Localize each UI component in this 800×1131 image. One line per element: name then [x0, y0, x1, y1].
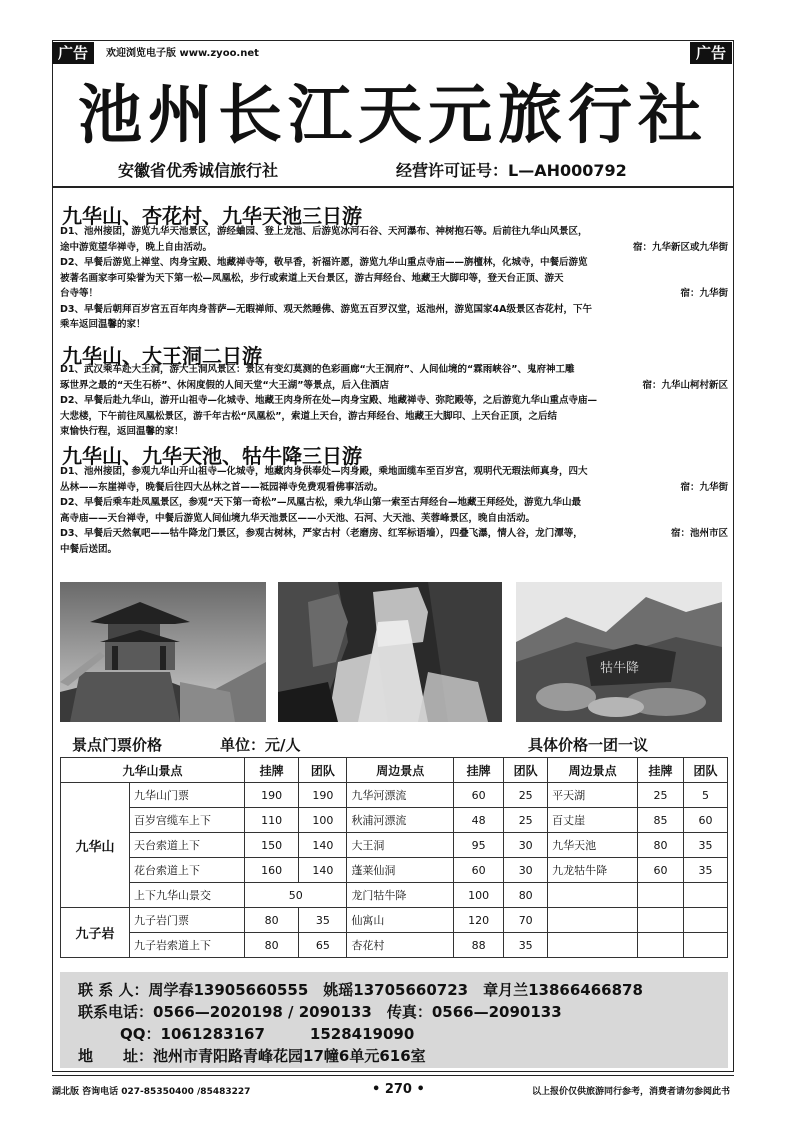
group-label: 九子岩 — [61, 908, 130, 958]
table-cell: 上下九华山景交 — [130, 883, 245, 908]
contact-phones: 联系电话：0566—2020198 / 2090133 传真：0566—2090133 — [78, 1003, 562, 1021]
table-cell: 95 — [454, 833, 504, 858]
table-cell: 110 — [245, 808, 299, 833]
table-cell: 百丈崖 — [548, 808, 638, 833]
divider — [52, 186, 734, 188]
contact-persons: 联 系 人：周学春13905660555 姚瑶13705660723 章月兰13866466878 — [78, 981, 643, 999]
table-cell: 百岁宫缆车上下 — [130, 808, 245, 833]
table-cell: 九华山门票 — [130, 783, 245, 808]
table-cell: 48 — [454, 808, 504, 833]
ad-tag-right: 广告 — [690, 42, 732, 64]
table-cell — [638, 908, 684, 933]
itinerary-line: D2、早餐后游览上禅堂、肉身宝殿、地藏禅寺等，敬早香，祈福许愿，游览九华山重点寺庙——旃檀林，化城寺，中餐后游览 — [60, 257, 588, 268]
table-cell: 35 — [684, 833, 728, 858]
itinerary-line: 途中游览望华禅寺，晚上自由活动。 宿：九华新区或九华街 — [60, 241, 728, 253]
itinerary-line: D2、早餐后乘车赴凤凰景区，参观“天下第一奇松”—凤凰古松，乘九华山第一索至古拜经台—地藏王拜经处，游览九华山最 — [60, 497, 581, 508]
itinerary-line: 中餐后送团。 — [60, 543, 118, 555]
table-cell: 35 — [299, 908, 347, 933]
table-cell: 九子岩索道上下 — [130, 933, 245, 958]
table-cell: 70 — [504, 908, 548, 933]
itinerary-line: D1、池州接团，游览九华天池景区，游经蛐园、登上龙池、后游览冰河石谷、天河瀑布、神树抱石等。后前往九华山风景区， — [60, 226, 588, 237]
column-header: 周边景点 — [548, 758, 638, 783]
table-cell: 80 — [245, 908, 299, 933]
table-row — [61, 883, 728, 908]
table-cell: 九子岩门票 — [130, 908, 245, 933]
route-3-itinerary: D1、池州接团，参观九华山开山祖寺—化城寺，地藏肉身供奉处—肉身殿，乘地面缆车至百岁宫，观明代无瑕法师真身，四大 丛林——东崖禅寺，晚餐后往四大丛林之首——祗园禅寺免费观看佛事活动。 宿：九华街 D2、早餐后乘车赴凤凰景区，参观“天下第一奇松”—凤凰古松，乘九华山第一索至古拜经台—地藏王拜经处，游览九华山最 高寺庙——天台禅寺，中餐后游览人间仙境九华天池景区——小天池、石河、大天池、芙蓉峰景区，晚自由活动。 宿：池州市区 D3、早餐后天然氧吧——牯牛降龙门景区，参观古树林，严家古村（老磨房、红军标语墙），四叠飞瀑，情人谷，龙门潭等， 中餐后送团。 — [60, 464, 728, 557]
itinerary-line: D3、早餐后朝拜百岁宫五百年肉身菩萨—无暇禅师、观天然睡佛、游览五百罗汉堂，返池州，游览国家4A级景区杏花村，下午 — [60, 303, 592, 315]
itinerary-line: 台寺等！ 宿：九华街 — [60, 288, 728, 299]
price-table — [60, 757, 728, 958]
table-cell — [638, 883, 684, 908]
table-cell: 80 — [245, 933, 299, 958]
table-cell: 100 — [454, 883, 504, 908]
table-cell — [548, 933, 638, 958]
page-number: • 270 • — [372, 1082, 425, 1097]
itinerary-line: D1、池州接团，参观九华山开山祖寺—化城寺，地藏肉身供奉处—肉身殿，乘地面缆车至百岁宫，观明代无瑕法师真身，四大 — [60, 466, 588, 477]
table-cell: 九华天池 — [548, 833, 638, 858]
table-cell: 大王洞 — [347, 833, 454, 858]
table-cell — [684, 908, 728, 933]
table-cell: 花台索道上下 — [130, 858, 245, 883]
table-cell: 25 — [504, 783, 548, 808]
table-cell: 杏花村 — [347, 933, 454, 958]
table-row — [61, 933, 728, 958]
waterfall-photo — [278, 582, 502, 722]
table-row — [61, 908, 728, 933]
table-row — [61, 858, 728, 883]
table-cell: 120 — [454, 908, 504, 933]
table-cell: 25 — [504, 808, 548, 833]
table-cell: 25 — [638, 783, 684, 808]
table-cell: 150 — [245, 833, 299, 858]
table-cell: 60 — [638, 858, 684, 883]
table-cell — [638, 933, 684, 958]
table-cell: 蓬莱仙洞 — [347, 858, 454, 883]
route-1-title: 九华山、杏花村、九华天池三日游 — [62, 204, 362, 228]
table-cell: 60 — [454, 783, 504, 808]
table-cell: 秋浦河漂流 — [347, 808, 454, 833]
contact-qq: QQ：1061283167 1528419090 — [120, 1025, 415, 1043]
route-2-title: 九华山、大王洞二日游 — [62, 344, 262, 368]
table-cell: 140 — [299, 858, 347, 883]
itinerary-line: 乘车返回温馨的家！ — [60, 319, 146, 330]
column-header: 九华山景点 — [61, 758, 245, 783]
table-cell — [684, 883, 728, 908]
table-cell: 65 — [299, 933, 347, 958]
itinerary-line: D2、早餐后赴九华山，游开山祖寺—化城寺、地藏王肉身所在处—肉身宝殿、地藏禅寺、弥陀殿等，之后游览九华山重点寺庙— — [60, 395, 597, 406]
table-cell — [548, 883, 638, 908]
column-header: 挂牌 — [638, 758, 684, 783]
column-header: 团队 — [684, 758, 728, 783]
table-cell: 九华河漂流 — [347, 783, 454, 808]
group-label: 九华山 — [61, 783, 130, 908]
agency-title: 池州长江天元旅行社 — [78, 78, 708, 153]
table-cell: 80 — [638, 833, 684, 858]
table-cell: 140 — [299, 833, 347, 858]
license-number: 经营许可证号：L—AH000792 — [396, 161, 627, 180]
table-cell: 190 — [245, 783, 299, 808]
table-cell: 60 — [454, 858, 504, 883]
contact-address: 地 址：池州市青阳路青峰花园17幢6单元616室 — [78, 1047, 426, 1065]
mountain-rock-photo — [516, 582, 722, 722]
table-cell: 190 — [299, 783, 347, 808]
price-unit: 单位：元/人 — [220, 736, 301, 754]
table-header-row — [61, 758, 728, 783]
table-cell: 88 — [454, 933, 504, 958]
footer-disclaimer: 以上报价仅供旅游同行参考，消费者请勿参阅此书 — [531, 1087, 730, 1097]
table-cell: 35 — [684, 858, 728, 883]
table-cell: 平天湖 — [548, 783, 638, 808]
table-cell: 30 — [504, 858, 548, 883]
rock-inscription: 牯牛降 — [600, 661, 640, 676]
route-3-title: 九华山、九华天池、牯牛降三日游 — [62, 444, 362, 468]
table-cell: 50 — [245, 883, 347, 908]
route-2-itinerary — [60, 362, 728, 440]
footer-divider — [52, 1075, 734, 1076]
table-cell: 九龙牯牛降 — [548, 858, 638, 883]
table-cell — [548, 908, 638, 933]
table-cell: 100 — [299, 808, 347, 833]
column-header: 团队 — [299, 758, 347, 783]
price-note: 具体价格一团一议 — [528, 736, 649, 754]
itinerary-line: 束愉快行程，返回温馨的家！ — [60, 426, 184, 437]
table-row — [61, 783, 728, 808]
table-cell: 仙寓山 — [347, 908, 454, 933]
table-cell: 龙门牯牛降 — [347, 883, 454, 908]
table-cell: 80 — [504, 883, 548, 908]
itinerary-line: D3、早餐后天然氧吧——牯牛降龙门景区，参观古树林，严家古村（老磨房、红军标语墙），四叠飞瀑，情人谷，龙门潭等， — [60, 528, 583, 539]
route-1-itinerary — [60, 224, 728, 333]
table-row — [61, 808, 728, 833]
itinerary-line: 大悲楼，下午前往凤凰松景区，游千年古松“凤凰松”，索道上天台，游古拜经台、地藏王大脚印、上天台正顶，之后结 — [60, 410, 557, 422]
table-cell: 天台索道上下 — [130, 833, 245, 858]
price-heading: 景点门票价格 — [72, 736, 163, 754]
table-cell: 85 — [638, 808, 684, 833]
table-row — [61, 833, 728, 858]
website-line: 欢迎浏览电子版 www.zyoo.net — [106, 48, 259, 59]
table-cell: 35 — [504, 933, 548, 958]
table-cell: 60 — [684, 808, 728, 833]
footer-hotline: 湖北版 咨询电话 027-85350400 /85483227 — [52, 1087, 251, 1097]
itinerary-line: 丛林——东崖禅寺，晚餐后往四大丛林之首——祗园禅寺免费观看佛事活动。 宿：九华街 — [60, 481, 728, 493]
table-cell: 5 — [684, 783, 728, 808]
column-header: 周边景点 — [347, 758, 454, 783]
itinerary-line: 琢世界之最的“天生石桥”、休闲度假的人间天堂“大王湖”等景点，后入住酒店 宿：九华山柯村新区 — [60, 379, 728, 391]
column-header: 挂牌 — [245, 758, 299, 783]
pavilion-photo — [60, 582, 266, 722]
agency-subtitle: 安徽省优秀诚信旅行社 — [118, 161, 279, 180]
table-cell — [684, 933, 728, 958]
ad-tag-left: 广告 — [52, 42, 94, 64]
itinerary-line: 被著名画家李可染誉为天下第一松—凤凰松，步行或索道上天台景区，游古拜经台、地藏王大脚印等，登天台正顶、游天 — [60, 272, 564, 284]
column-header: 团队 — [504, 758, 548, 783]
itinerary-line: 高寺庙——天台禅寺，中餐后游览人间仙境九华天池景区——小天池、石河、大天池、芙蓉峰景区，晚自由活动。 — [60, 512, 536, 524]
itinerary-line: D1、武汉乘车赴大王洞，游大王洞风景区：景区有变幻莫测的色彩画廊“大王洞府”、人间仙境的“霖雨峡谷”、鬼府神工雕 — [60, 364, 575, 375]
table-cell: 30 — [504, 833, 548, 858]
table-cell: 160 — [245, 858, 299, 883]
column-header: 挂牌 — [454, 758, 504, 783]
